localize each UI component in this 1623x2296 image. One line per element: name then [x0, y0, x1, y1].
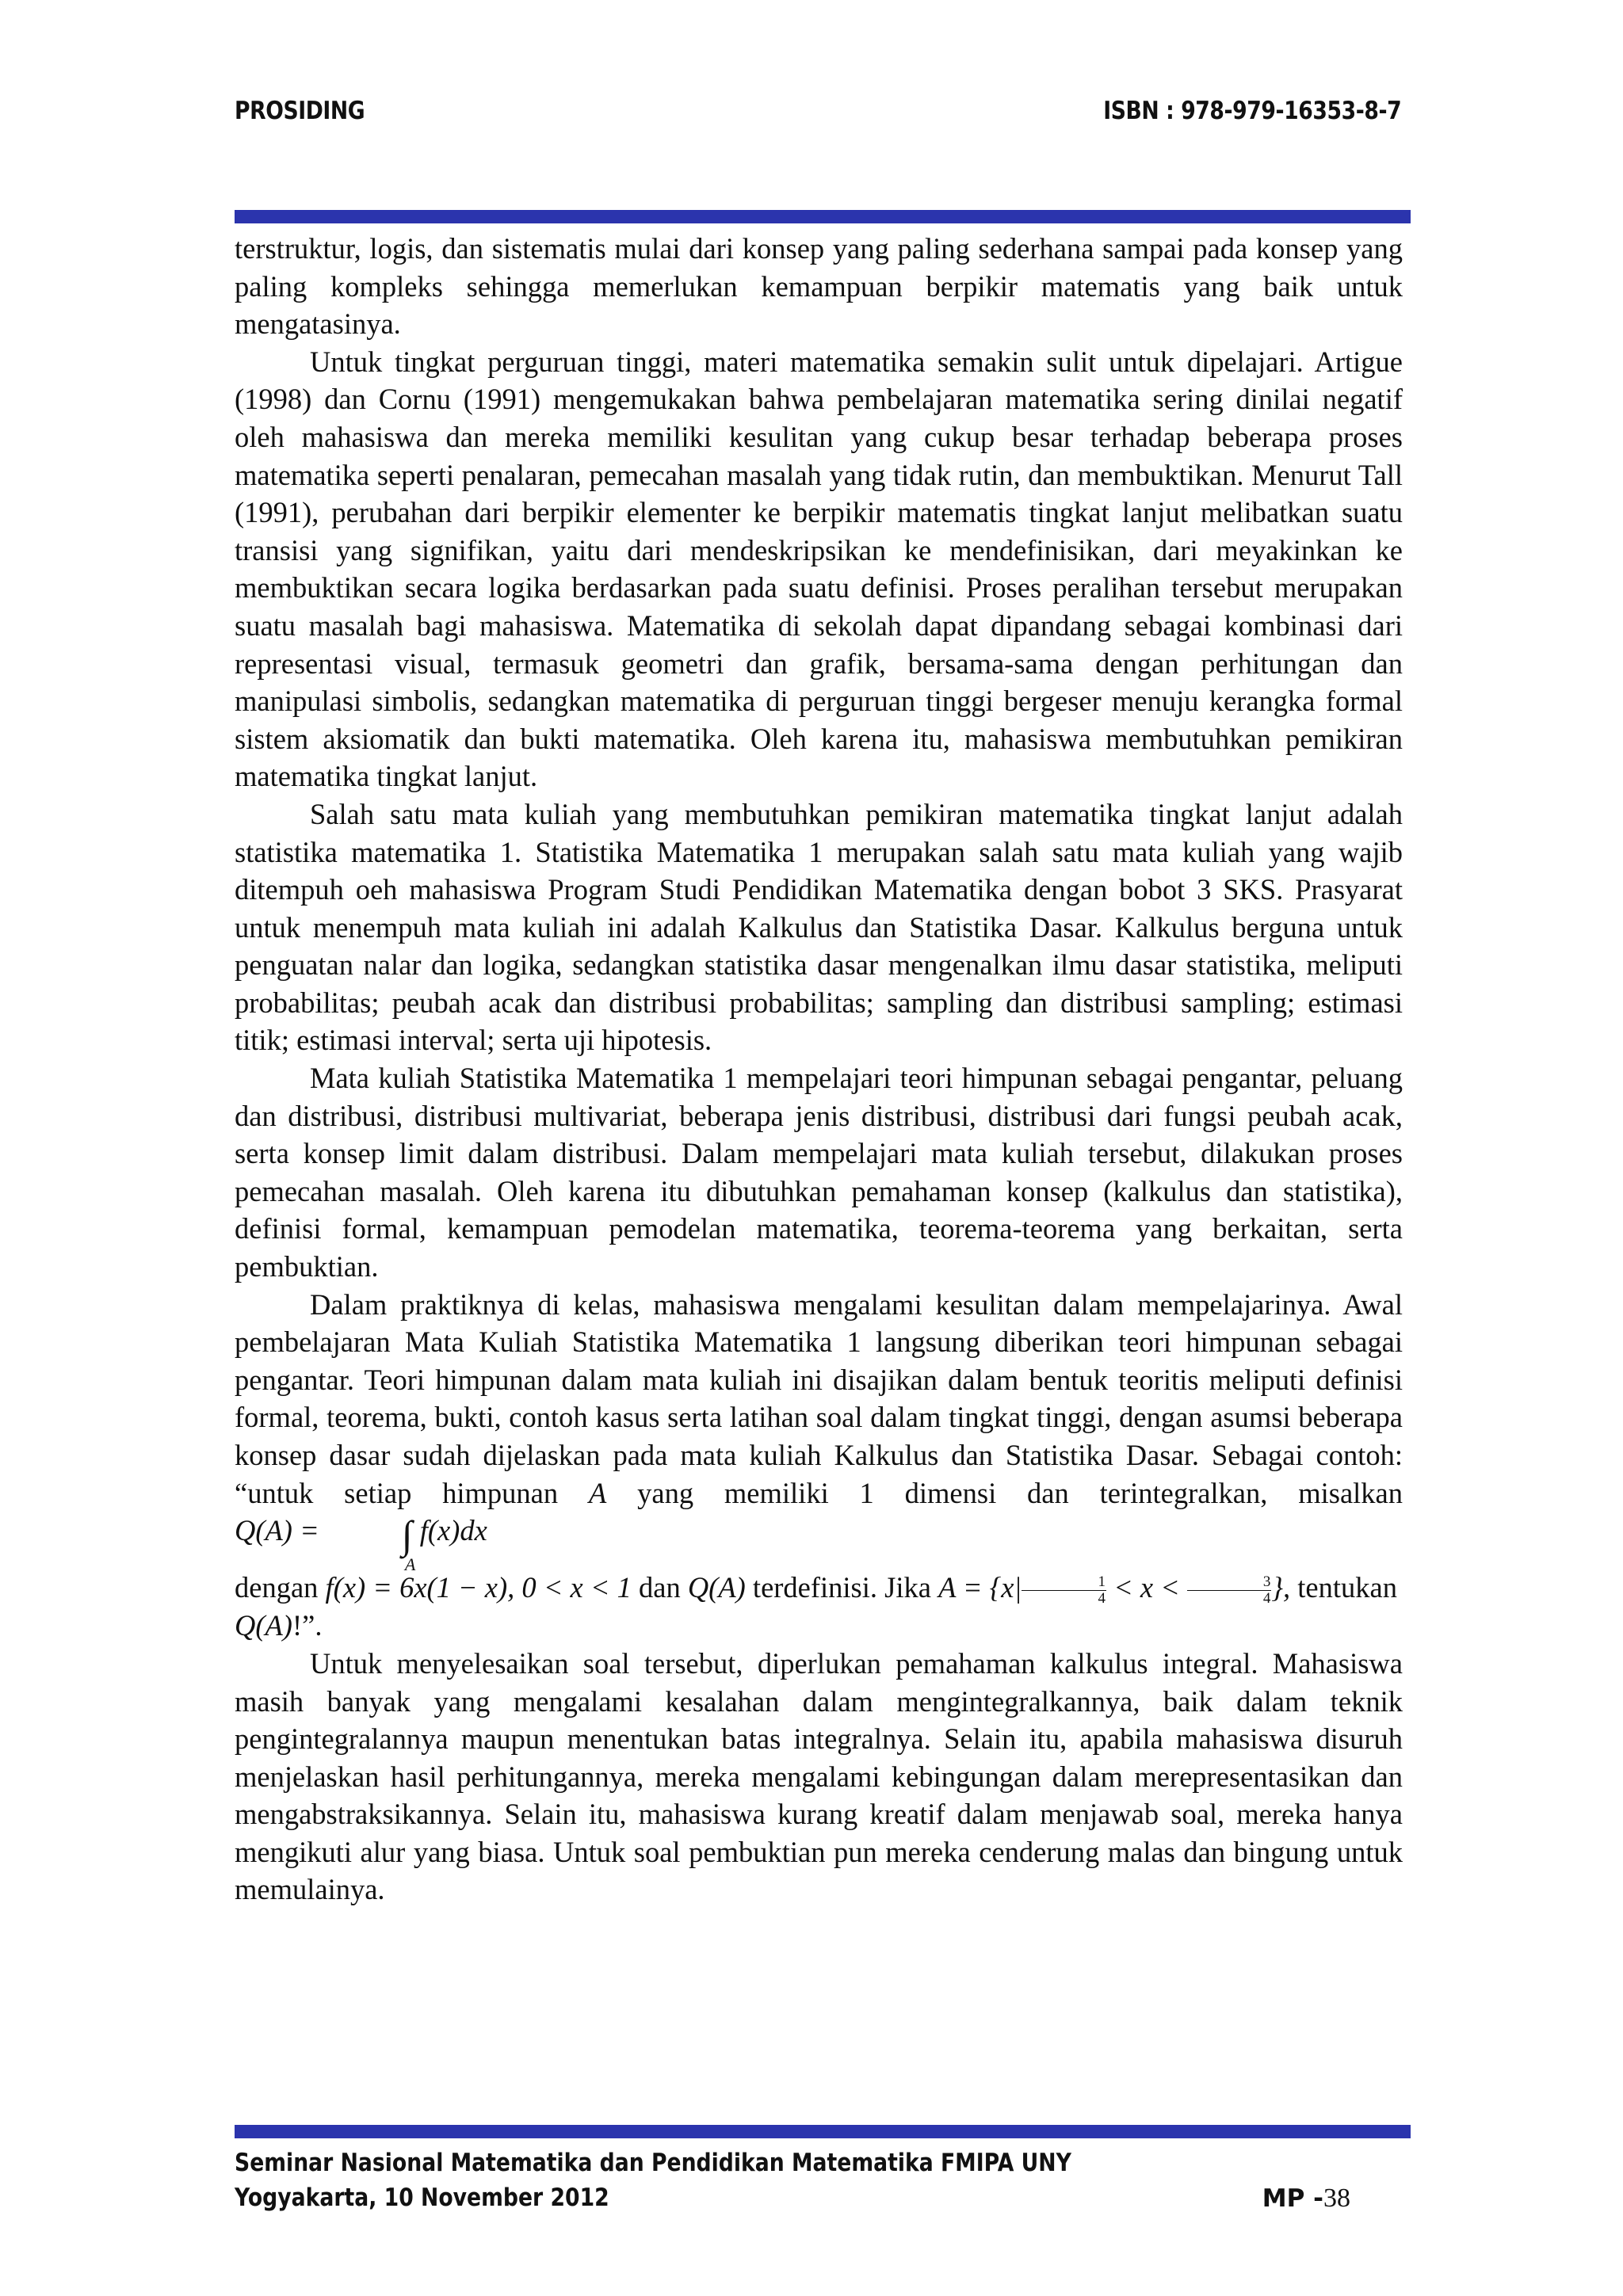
word-dan: dan — [639, 1571, 681, 1604]
paragraph-continuation: terstruktur, logis, dan sistematis mulai dari konsep yang paling sederhana sampai pada konsep yang paling kompleks sehingga memerlukan kemampuan berpikir matematis yang baik untuk mengatasinya. — [235, 232, 1403, 341]
body-text — [235, 230, 1403, 1909]
paragraph-example-problem — [235, 1286, 1403, 1645]
equation-range: 0 < x < 1 — [521, 1571, 632, 1604]
header-rule — [235, 210, 1411, 223]
footer-location-date: Yogyakarta, 10 November 2012 — [235, 2183, 609, 2212]
equation-q-of-a: Q(A) — [687, 1571, 746, 1604]
word-tentukan: tentukan — [1297, 1571, 1397, 1604]
integral-domain: A — [404, 1554, 416, 1575]
header-isbn: ISBN : 978-979-16353-8-7 — [1102, 97, 1401, 125]
example-text-mid2: terdefinisi. Jika — [752, 1571, 931, 1604]
paragraph-course-content: Mata kuliah Statistika Matematika 1 mempelajari teori himpunan sebagai pengantar, peluang dan distribusi, distribusi multivariat, beberapa jenis distribusi, distribusi dari fungsi peubah acak, serta konsep limit dalam distribusi. Dalam mempelajari mata kuliah tersebut, dilakukan proses pemecahan masalah. Oleh karena itu dibutuhkan pemahaman konsep (kalkulus dan statistika), definisi formal, kemampuan pemodelan matematika, teorema-teorema yang berkaitan, serta pembuktian. — [235, 1062, 1403, 1283]
paragraph-higher-education: Untuk tingkat perguruan tinggi, materi matematika semakin sulit untuk dipelajari. Artigue (1998) dan Cornu (1991) mengemukakan bahwa pembelajaran matematika sering dinilai negatif oleh mahasiswa dan mereka memiliki kesulitan yang cukup besar terhadap beberapa proses matematika seperti penalaran, pemecahan masalah yang tidak rutin, dan membuktikan. Menurut Tall (1991), perubahan dari berpikir elementer ke berpikir matematis tingkat lanjut melibatkan suatu transisi yang signifikan, yaitu dari mendeskripsikan ke mendefinisikan, dari meyakinkan ke membuktikan secara logika berdasarkan pada suatu definisi. Proses peralihan tersebut merupakan suatu masalah bagi mahasiswa. Matematika di sekolah dapat dipandang sebagai kombinasi dari representasi visual, termasuk geometri dan grafik, bersama-sama dengan perhitungan dan manipulasi simbolis, sedangkan matematika di perguruan tinggi bergeser menuju kerangka formal sistem aksiomatik dan bukti matematika. Oleh karena itu, mahasiswa membutuhkan pemikiran matematika tingkat lanjut. — [235, 345, 1403, 793]
footer-page-number: MP -38 — [1262, 2183, 1350, 2213]
footer-rule — [235, 2125, 1411, 2138]
example-end: !”. — [292, 1609, 323, 1642]
paragraph-statistics-course: Salah satu mata kuliah yang membutuhkan pemikiran matematika tingkat lanjut adalah statistika matematika 1. Statistika Matematika 1 merupakan salah satu mata kuliah yang wajib ditempuh oeh mahasiswa Program Studi Pendidikan Matematika dengan bobot 3 SKS. Prasyarat untuk menempuh mata kuliah ini adalah Kalkulus dan Statistika Dasar. Kalkulus berguna untuk penguatan nalar dan logika, sedangkan statistika dasar mengenalkan ilmu dasar statistika, meliputi probabilitas; peubah acak dan distribusi probabilitas; sampling dan distribusi sampling; estimasi titik; estimasi interval; serta uji hipotesis. — [235, 797, 1403, 1057]
example-text-mid: yang memiliki 1 dimensi dan terintegralkan, misalkan — [637, 1476, 1403, 1509]
fraction-three-quarters: $\frac{3}{4}$ — [1187, 1574, 1272, 1607]
equation-density: f(x) = 6x(1 − x), — [325, 1571, 515, 1604]
equation-set-a: A = {x| $\frac{1}{4}$ < x < $\frac{3}{4}$ }, — [938, 1571, 1291, 1608]
paragraph-student-difficulties: Untuk menyelesaikan soal tersebut, diperlukan pemahaman kalkulus integral. Mahasiswa masih banyak yang mengalami kesalahan dalam mengintegralkannya, baik dalam teknik pengintegralannya maupun menentukan batas integralnya. Selain itu, apabila mahasiswa disuruh menjelaskan hasil perhitungannya, mereka mengalami kebingungan dalam merepresentasikan dan mengabstraksikannya. Selain itu, mahasiswa kurang kreatif dalam menjawab soal, mereka hanya mengikuti alur yang biasa. Untuk soal pembuktian pun mereka cenderung malas dan bingung untuk memulainya. — [235, 1646, 1403, 1906]
header-proceeding-label: PROSIDING — [235, 97, 365, 125]
fraction-one-quarter: $\frac{1}{4}$ — [1022, 1574, 1106, 1607]
word-dengan: dengan — [235, 1571, 319, 1604]
example-text: Dalam praktiknya di kelas, mahasiswa mengalami kesulitan dalam mempelajarinya. Awal pembelajaran Mata Kuliah Statistika Matematika 1 langsung diberikan teori himpunan sebagai pengantar. Teori himpunan dalam mata kuliah ini disajikan dalam bentuk teoritis meliputi definisi formal, teorema, bukti, contoh kasus serta latihan soal dalam tingkat tinggi, dengan asumsi beberapa konsep dasar sudah dijelaskan pada mata kuliah Kalkulus dan Statistika Dasar. Sebagai contoh: “untuk setiap himpunan — [235, 1287, 1403, 1509]
equation-q-integral: Q(A) = ∫ A f(x)dx — [235, 1512, 487, 1575]
footer-seminar-name: Seminar Nasional Matematika dan Pendidikan Matematika FMIPA UNY — [235, 2149, 1071, 2177]
equation-q-of-a-end: Q(A) — [235, 1609, 292, 1642]
integral-sign: ∫ A — [327, 1515, 413, 1554]
variable-a: A — [588, 1476, 607, 1509]
